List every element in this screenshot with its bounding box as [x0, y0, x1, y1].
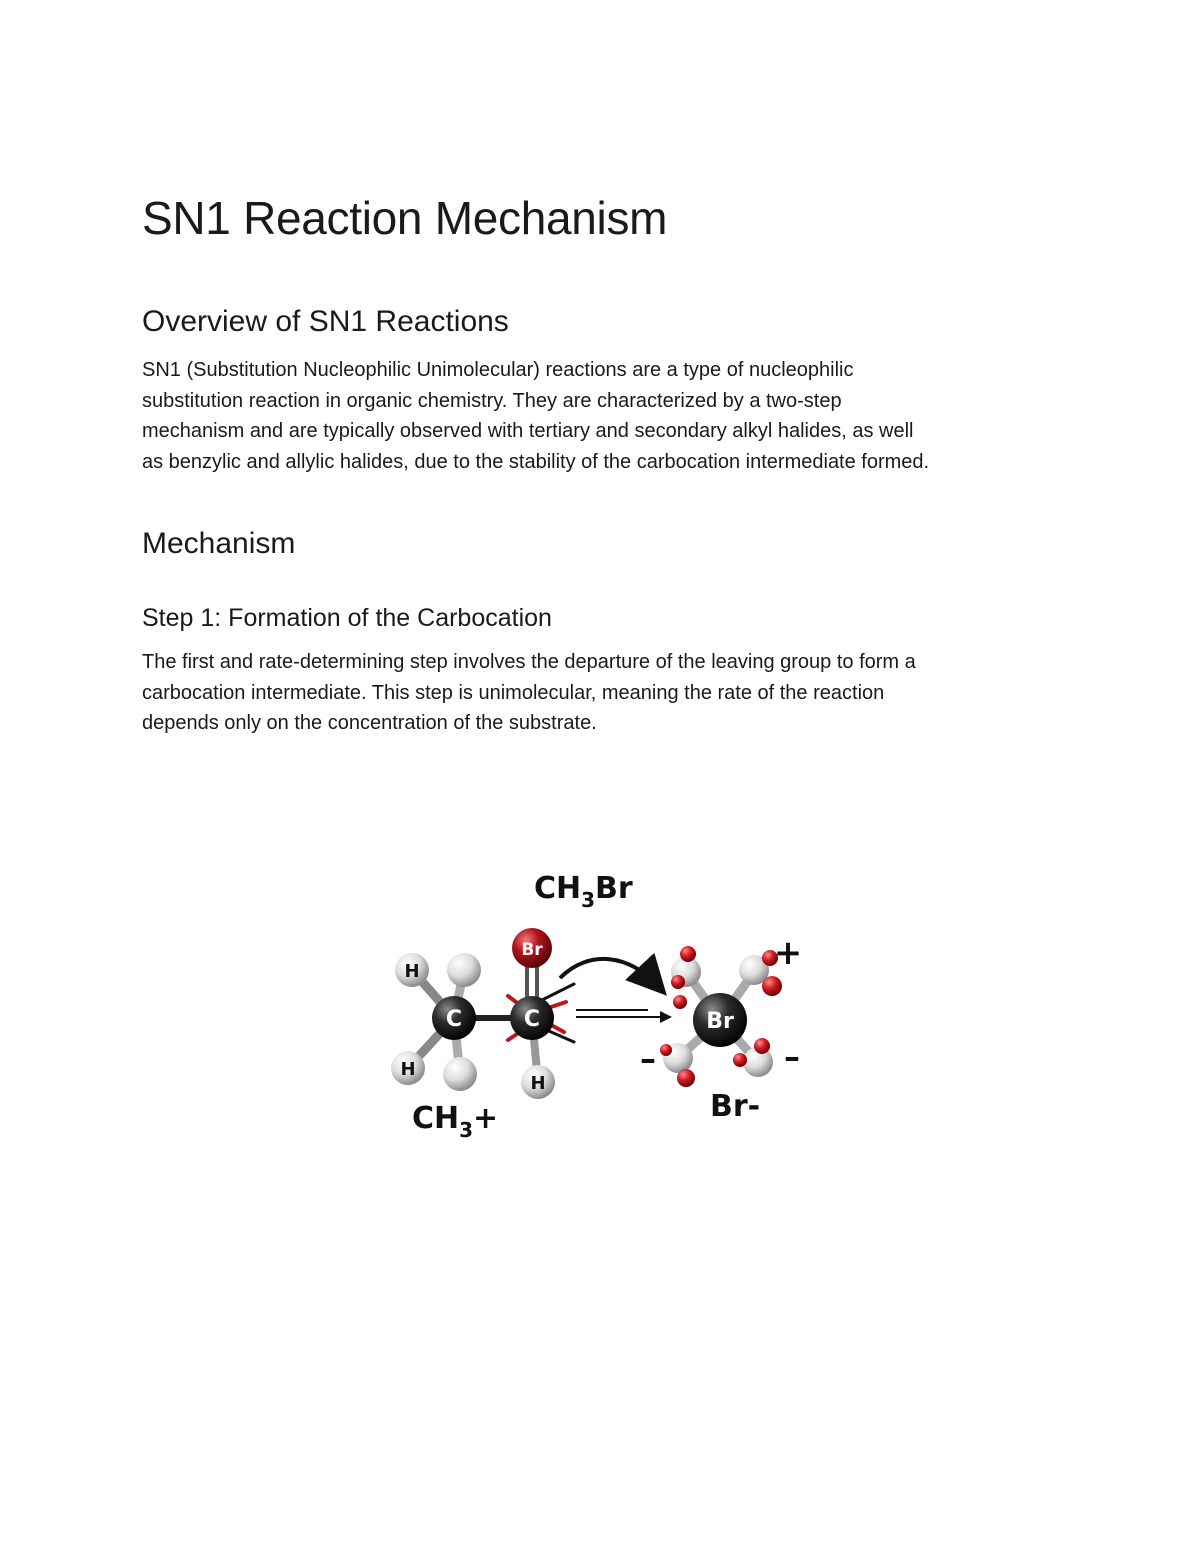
charge-minus-right: – — [784, 1038, 800, 1076]
page-title: SN1 Reaction Mechanism — [142, 192, 668, 244]
overview-line: mechanism and are typically observed with tertiary and secondary alkyl halides, as well — [142, 420, 914, 442]
svg-text:Br: Br — [706, 1009, 734, 1034]
svg-text:H: H — [530, 1073, 546, 1094]
hydrogen-atom-bottom-left — [391, 1051, 425, 1085]
overview-paragraph — [142, 355, 1072, 477]
step1-paragraph — [142, 647, 1072, 739]
svg-text:C: C — [523, 1007, 541, 1032]
carbon-atom-right — [510, 996, 554, 1040]
formula-top: $CH_3Br$ — [534, 871, 633, 912]
charge-minus-left: – — [640, 1040, 656, 1078]
carbon-atom-left — [432, 996, 476, 1040]
hydrogen-atom-top-left — [395, 953, 429, 987]
step1-line: carbocation intermediate. This step is unimolecular, meaning the rate of the reaction — [142, 681, 885, 704]
charge-plus: + — [773, 933, 803, 973]
overview-line: SN1 (Substitution Nucleophilic Unimolecular) reactions are a type of nucleophilic — [142, 359, 854, 381]
subsection-heading-step1: Step 1: Formation of the Carbocation — [142, 604, 552, 632]
overview-line: as benzylic and allylic halides, due to the stability of the carbocation intermediate formed. — [142, 450, 930, 473]
section-heading-mechanism: Mechanism — [142, 527, 296, 560]
svg-text:C: C — [445, 1007, 463, 1032]
hydrogen-atom-top — [447, 953, 481, 987]
curved-arrow — [560, 959, 656, 984]
bromine-atom-central — [693, 993, 747, 1047]
sn1-molecule-figure — [380, 860, 820, 1160]
step1-line: The first and rate-determining step involves the departure of the leaving group to form a — [142, 651, 916, 673]
formula-bottom-left: $CH_3+$ — [412, 1101, 499, 1142]
step1-line: depends only on the concentration of the substrate. — [142, 712, 597, 734]
svg-text:H: H — [400, 1059, 416, 1080]
reaction-arrow — [576, 1010, 672, 1023]
overview-line: substitution reaction in organic chemistry. They are characterized by a two-step — [142, 389, 842, 412]
bromine-atom-top — [512, 928, 552, 968]
label-bromide: Br- — [710, 1089, 761, 1124]
hydrogen-atom-bottom-right — [521, 1065, 555, 1099]
svg-text:H: H — [404, 961, 420, 982]
hydrogen-atom-bottom — [443, 1057, 477, 1091]
svg-text:Br: Br — [521, 940, 543, 960]
section-heading-overview: Overview of SN1 Reactions — [142, 305, 509, 338]
